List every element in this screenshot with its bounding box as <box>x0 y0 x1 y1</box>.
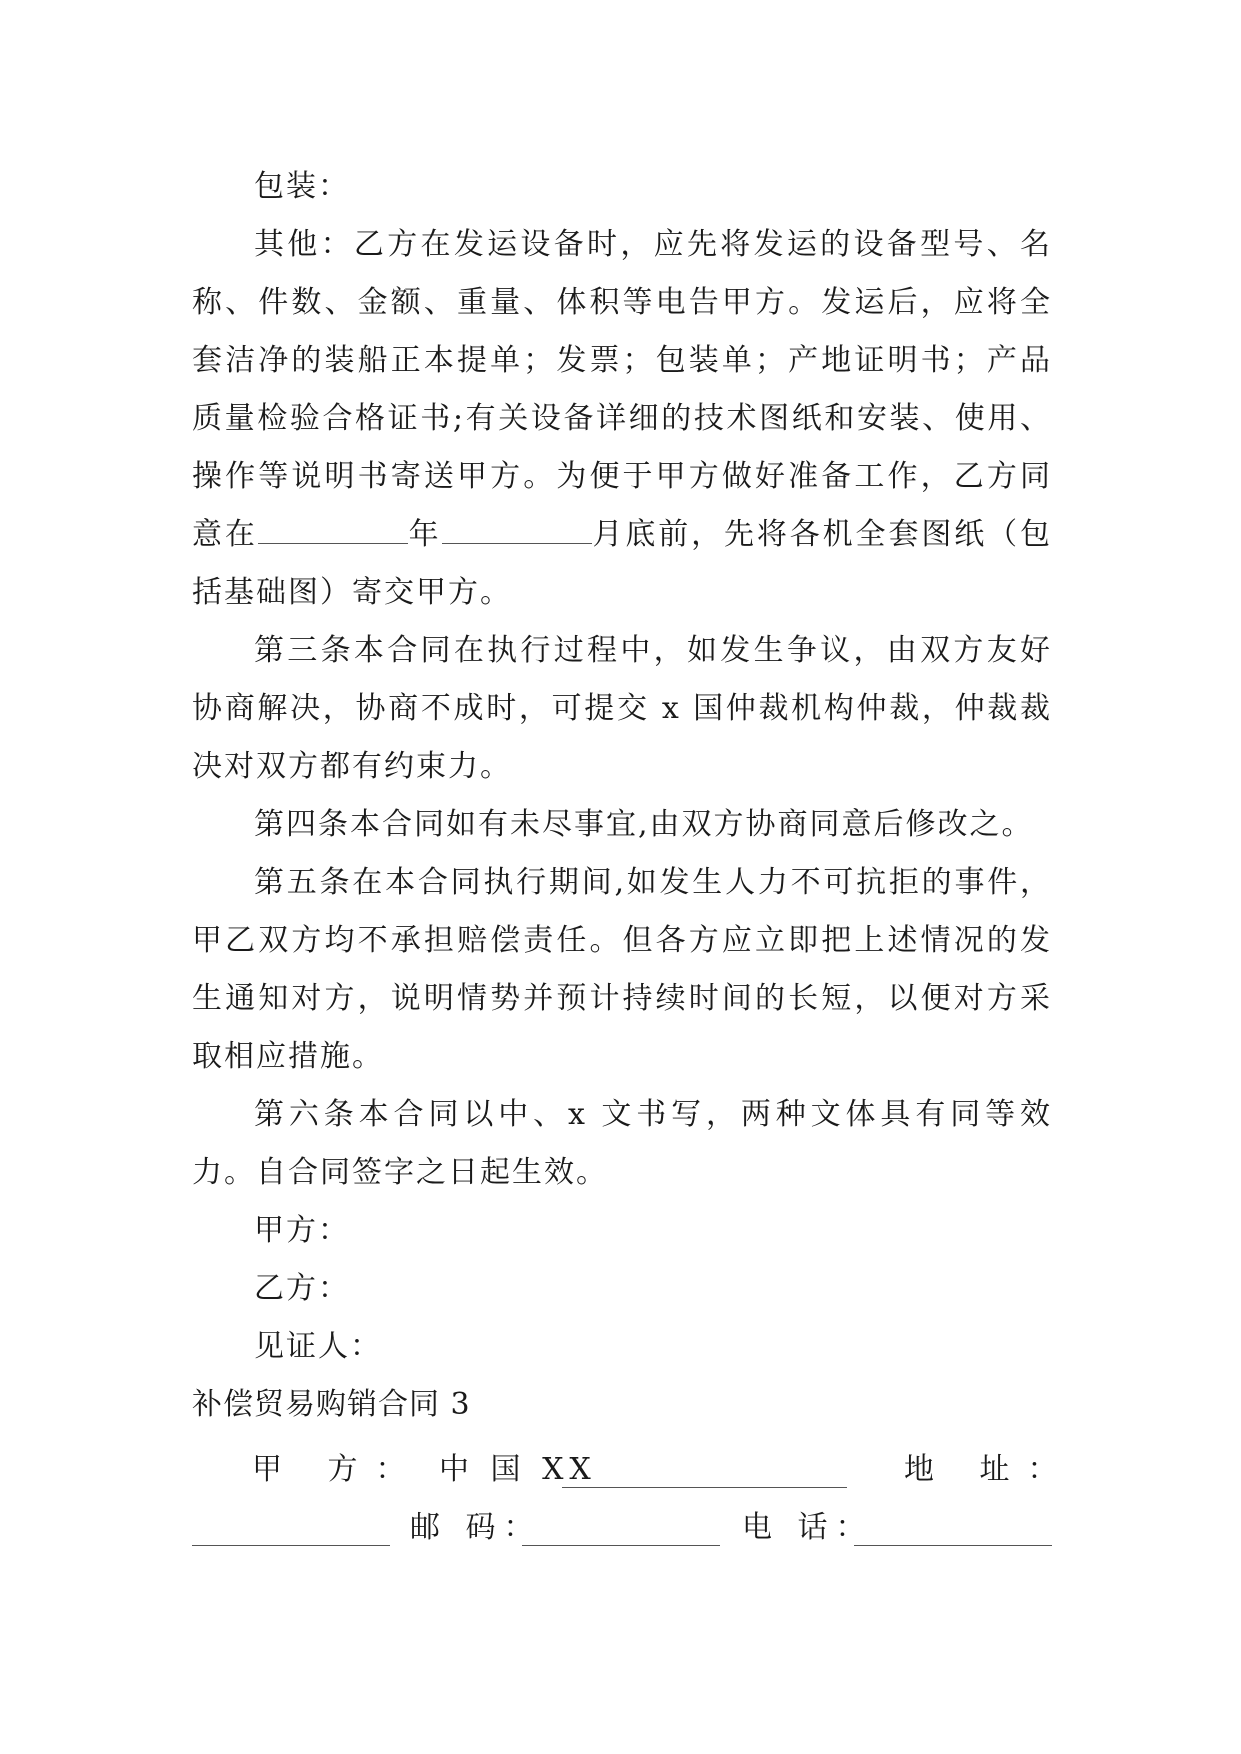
year-label: 年 <box>407 517 442 552</box>
phone-label: 电 话： <box>742 1510 874 1545</box>
zip-blank <box>522 1519 720 1546</box>
witness-signature: 见证人： <box>254 1329 382 1364</box>
party-b-signature: 乙方： <box>254 1271 350 1306</box>
party-a-name-blank <box>562 1461 847 1488</box>
address-label: 地 址： <box>904 1452 1076 1487</box>
month-blank <box>442 517 592 544</box>
party-a-label: 甲 方： <box>252 1452 424 1487</box>
phone-blank <box>854 1519 1052 1546</box>
clause-other <box>192 216 1052 622</box>
address-blank <box>192 1519 390 1546</box>
document-body <box>192 158 1052 1434</box>
clause-four: 第四条本合同如有未尽事宜,由双方协商同意后修改之。 <box>254 807 1034 842</box>
section-title: 补偿贸易购销合同 3 <box>192 1387 471 1422</box>
clause-other-end: 月底前，先将各机全套图纸（包括基础图）寄交甲方。 <box>192 517 1053 610</box>
party-a-signature: 甲方： <box>254 1213 350 1248</box>
clause-six: 第六条本合同以中、x 文书写，两种文体具有同等效力。自合同签字之日起生效。 <box>192 1097 1052 1190</box>
clause-other-text: 其他：乙方在发运设备时，应先将发运的设备型号、名称、件数、金额、重量、体积等电告甲方。发运后，应将全套洁净的装船正本提单；发票；包装单；产地证明书；产品质量检验合格证书;有关设备详细的技术图纸和安装、使用、操作等说明书寄送甲方。为便于甲方做好准备工作，乙方同意在 <box>192 227 1052 552</box>
packaging-label: 包装： <box>254 169 350 204</box>
clause-three: 第三条本合同在执行过程中，如发生争议，由双方友好协商解决，协商不成时，可提交 x 国仲裁机构仲裁，仲裁裁决对双方都有约束力。 <box>192 633 1052 784</box>
clause-five: 第五条在本合同执行期间,如发生人力不可抗拒的事件，甲乙双方均不承担赔偿责任。但各方应立即把上述情况的发生通知对方，说明情势并预计持续时间的长短，以便对方采取相应措施。 <box>192 865 1052 1074</box>
zip-label: 邮 码： <box>410 1510 542 1545</box>
year-blank <box>258 517 408 544</box>
country-label: 中 国 XX <box>439 1452 597 1487</box>
